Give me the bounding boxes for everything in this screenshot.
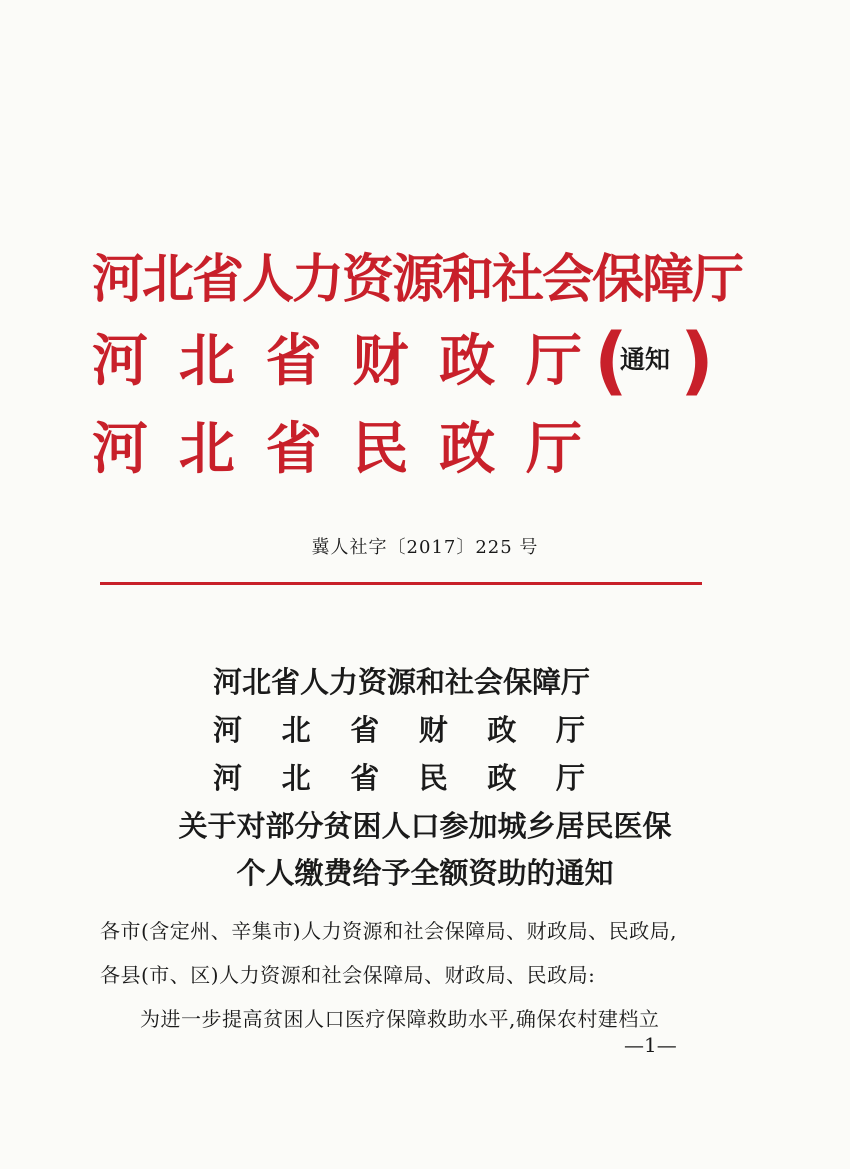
title-char: 北 bbox=[281, 713, 311, 747]
masthead-paren-open: ( bbox=[594, 318, 628, 404]
title-line-1: 河北省人力资源和社会保障厅 bbox=[213, 665, 591, 699]
masthead-char: 省 bbox=[265, 329, 322, 394]
title-char: 厅 bbox=[555, 761, 585, 795]
title-char: 省 bbox=[350, 761, 380, 795]
addressee-line-1: 各市(含定州、辛集市)人力资源和社会保障局、财政局、民政局, bbox=[100, 919, 677, 943]
title-char: 北 bbox=[281, 761, 311, 795]
masthead-line-2 bbox=[92, 322, 582, 402]
masthead-char: 政 bbox=[439, 417, 496, 482]
masthead-char: 省 bbox=[265, 417, 322, 482]
title-line-5: 个人缴费给予全额资助的通知 bbox=[236, 856, 614, 890]
masthead-paren-close: ) bbox=[680, 318, 714, 404]
title-line-3 bbox=[213, 758, 585, 798]
title-line-4: 关于对部分贫困人口参加城乡居民医保 bbox=[178, 809, 672, 843]
masthead-line-3 bbox=[92, 410, 582, 490]
masthead-line-1: 河北省人力资源和社会保障厅 bbox=[92, 250, 743, 310]
title-char: 民 bbox=[418, 761, 448, 795]
title-char: 厅 bbox=[555, 713, 585, 747]
addressee-line-2: 各县(市、区)人力资源和社会保障局、财政局、民政局: bbox=[100, 963, 596, 987]
title-char: 省 bbox=[350, 713, 380, 747]
body-paragraph-start: 为进一步提高贫困人口医疗保障救助水平,确保农村建档立 bbox=[140, 1007, 660, 1031]
title-line-2 bbox=[213, 710, 585, 750]
masthead-char: 北 bbox=[178, 417, 235, 482]
doc-type-label: 通知 bbox=[620, 345, 671, 374]
masthead-char: 厅 bbox=[525, 417, 582, 482]
page-number: —1— bbox=[624, 1033, 677, 1057]
red-divider bbox=[100, 582, 702, 585]
masthead-char: 民 bbox=[352, 417, 409, 482]
title-char: 河 bbox=[213, 761, 243, 795]
masthead-char: 财 bbox=[352, 329, 409, 394]
masthead-char: 北 bbox=[178, 329, 235, 394]
masthead-char: 河 bbox=[92, 329, 148, 394]
title-char: 政 bbox=[487, 761, 517, 795]
title-char: 财 bbox=[418, 713, 448, 747]
title-char: 政 bbox=[487, 713, 517, 747]
masthead-char: 政 bbox=[439, 329, 496, 394]
document-number: 冀人社字〔2017〕225 号 bbox=[311, 537, 539, 558]
masthead-char: 河 bbox=[92, 417, 148, 482]
masthead-char: 厅 bbox=[525, 329, 582, 394]
title-char: 河 bbox=[213, 713, 243, 747]
